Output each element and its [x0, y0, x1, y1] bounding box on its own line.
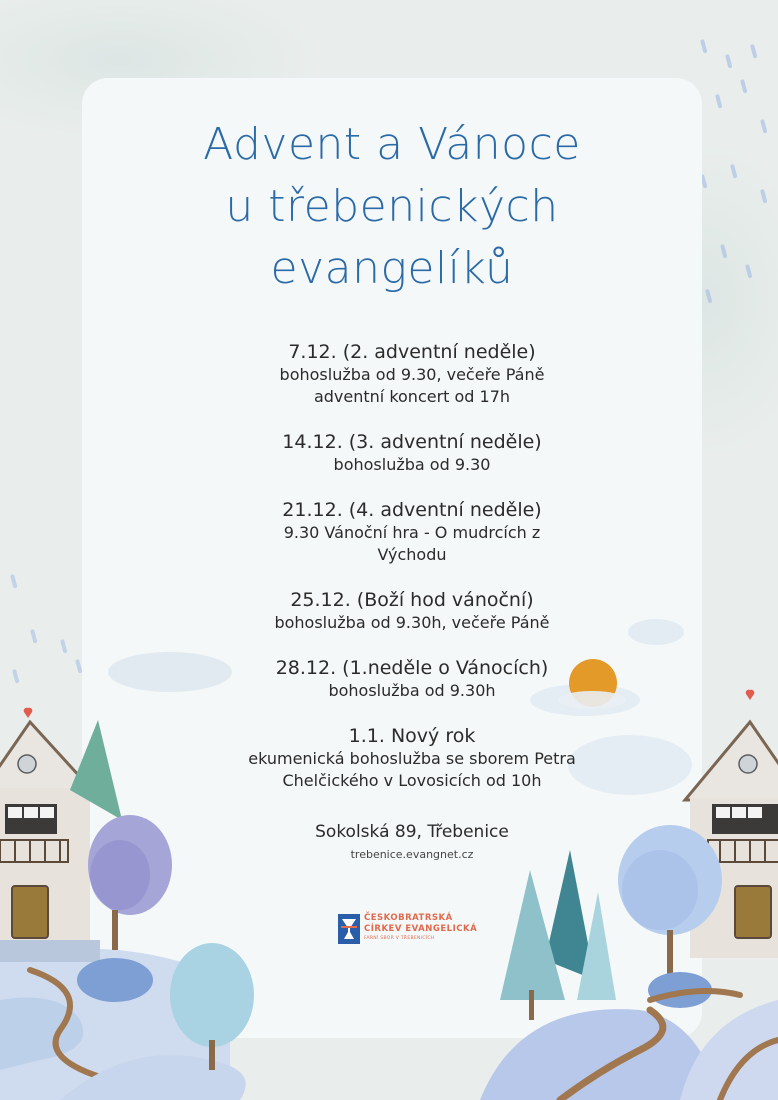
church-logo [338, 912, 488, 946]
page-title [82, 114, 702, 300]
logo-text-line-2: CÍRKEV EVANGELICKÁ [364, 924, 478, 934]
bush-icon [77, 958, 153, 1002]
logo-text-line-3: FARNÍ SBOR V TŘEBENICÍCH [364, 936, 435, 941]
event-detail: bohoslužba od 9.30, večeře Páně [279, 365, 545, 384]
event-item [177, 340, 647, 408]
event-detail: Východu [377, 545, 447, 564]
event-item [177, 724, 647, 792]
event-date: 28.12. (1.neděle o Vánocích) [275, 657, 549, 679]
event-detail: bohoslužba od 9.30 [333, 455, 491, 474]
event-date: 21.12. (4. adventní neděle) [282, 499, 542, 521]
event-list [177, 340, 647, 792]
event-detail: bohoslužba od 9.30h, večeře Páně [274, 613, 550, 632]
poster-content [82, 78, 702, 861]
event-detail: adventní koncert od 17h [313, 387, 511, 406]
event-date: 25.12. (Boží hod vánoční) [290, 589, 534, 611]
chalice-logo-icon [338, 914, 360, 944]
event-detail: ekumenická bohoslužba se sborem Petra [248, 749, 576, 768]
event-date: 14.12. (3. adventní neděle) [282, 431, 542, 453]
logo-text-line-1: ČESKOBRATRSKÁ [364, 913, 453, 923]
title-line-1: Advent a Vánoce [203, 119, 581, 170]
event-date: 7.12. (2. adventní neděle) [288, 341, 536, 363]
event-detail: Chelčického v Lovosicích od 10h [282, 771, 542, 790]
tree-icon [170, 943, 254, 1047]
event-item [177, 430, 647, 476]
event-item [177, 656, 647, 702]
event-detail: bohoslužba od 9.30h [328, 681, 496, 700]
event-item [177, 588, 647, 634]
event-item [177, 498, 647, 566]
title-line-2: u třebenických [225, 181, 559, 232]
event-detail: 9.30 Vánoční hra - O mudrcích z [283, 523, 541, 542]
event-date: 1.1. Nový rok [348, 725, 476, 747]
title-line-3: evangelíků [270, 243, 514, 294]
website-link[interactable]: trebenice.evangnet.cz [350, 848, 474, 861]
address: Sokolská 89, Třebenice [315, 822, 509, 842]
